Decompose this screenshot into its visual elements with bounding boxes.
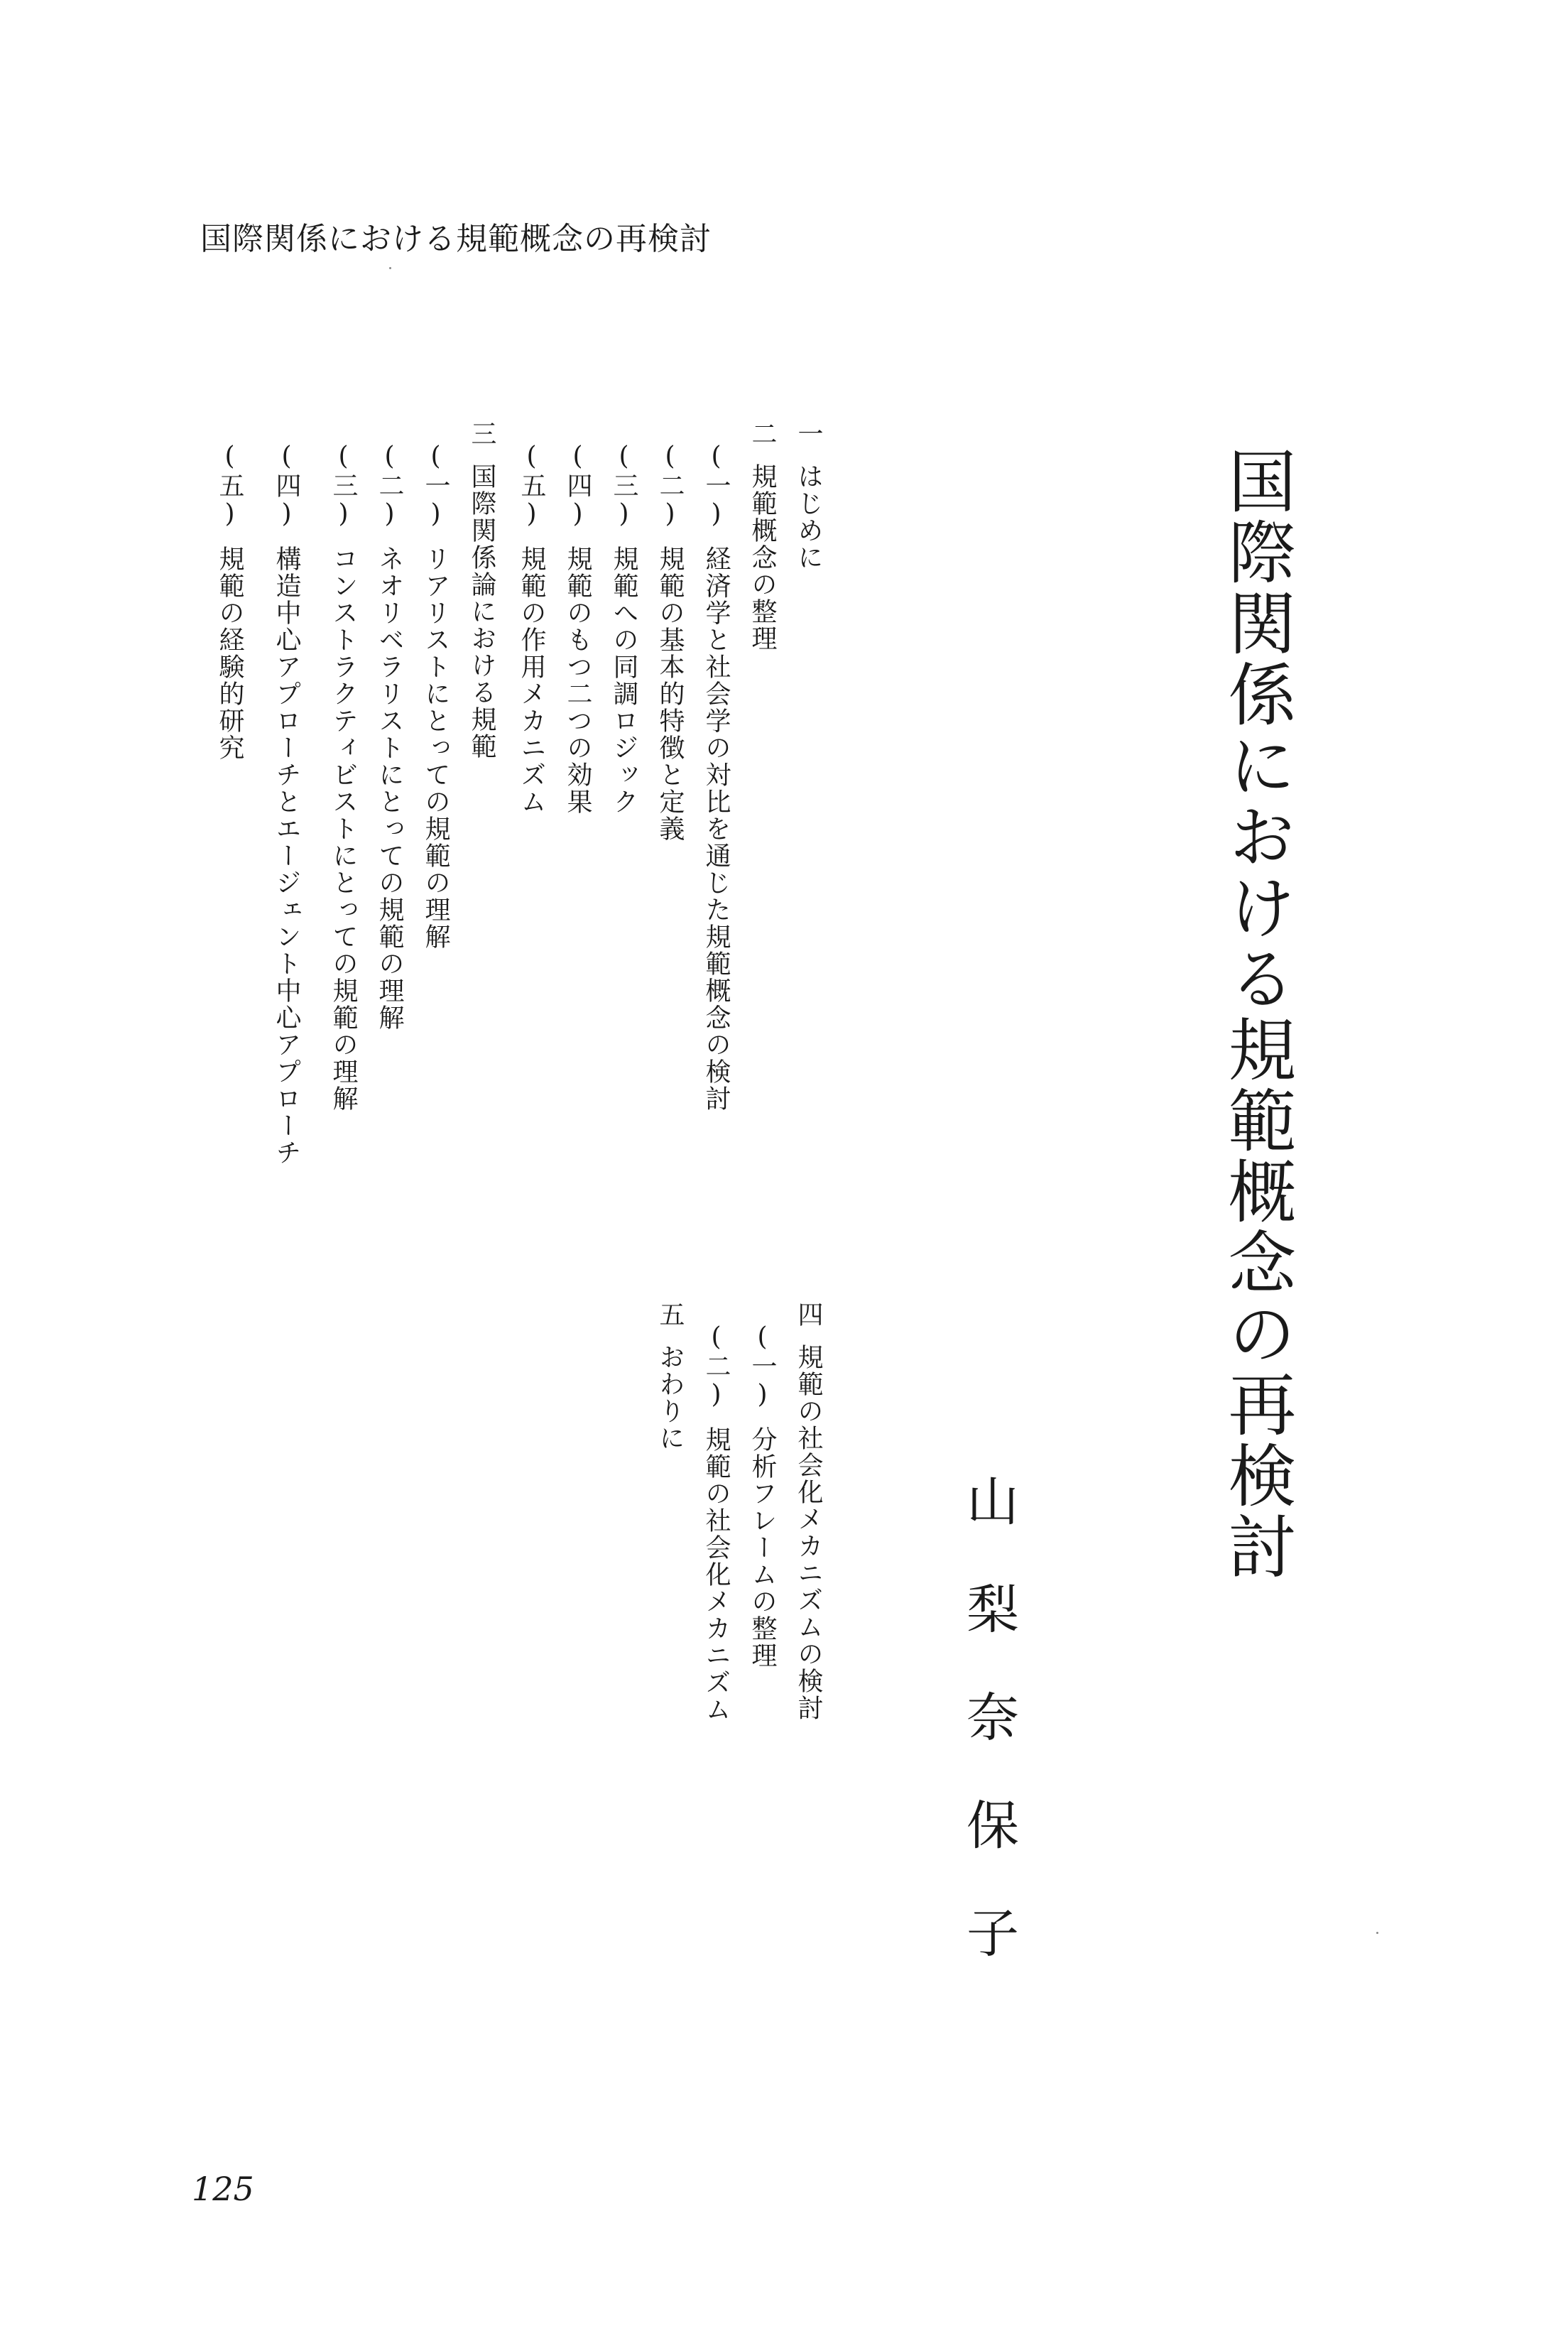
toc-entry [518, 442, 544, 815]
scan-speck [389, 267, 391, 269]
toc-entry-label: コンストラクティビストにとっての規範の理解 [329, 545, 358, 1112]
author-name: 山梨奈保子 [958, 1474, 1019, 2013]
running-head: 国際関係における規範概念の再検討 [200, 221, 712, 257]
toc-entry [795, 420, 821, 571]
scan-speck [1376, 1932, 1378, 1934]
page-number: 125 [192, 2170, 254, 2208]
toc-entry [703, 442, 729, 1112]
toc-entry-number: 一 [794, 420, 823, 447]
toc-entry-number: 四 [794, 1301, 823, 1328]
toc-entry-label: リアリストにとっての規範の理解 [421, 545, 450, 950]
toc-entry-number: 三 [467, 420, 496, 447]
toc-entry [423, 442, 448, 950]
article-title: 国際関係における規範概念の再検討 [1217, 446, 1297, 1582]
toc-entry [565, 442, 590, 815]
toc-entry-number: (二) [655, 442, 685, 530]
toc-entry-number: (一) [748, 1322, 777, 1411]
toc-entry-label: 経済学と社会学の対比を通じた規範概念の検討 [702, 545, 731, 1112]
toc-entry [611, 442, 636, 815]
toc-entry-number: (三) [609, 442, 638, 530]
toc-entry-number: (三) [329, 442, 358, 530]
toc-entry-number: (五) [215, 442, 244, 530]
toc-entry-label: おわりに [655, 1344, 685, 1452]
toc-entry-label: 国際関係論における規範 [467, 463, 496, 760]
toc-entry-number: (一) [702, 442, 731, 530]
toc-entry-number: (四) [563, 442, 592, 530]
toc-entry-label: 構造中心アプローチとエージェント中心アプローチ [272, 545, 301, 1166]
toc-entry-label: 規範の基本的特徴と定義 [655, 545, 685, 842]
toc-entry [655, 442, 685, 842]
toc-entry [655, 1301, 685, 1452]
toc-entry [273, 442, 299, 1166]
toc-entry-label: ネオリベラリストにとっての規範の理解 [375, 545, 404, 1031]
toc-entry-number: 五 [655, 1301, 685, 1328]
toc-entry-label: はじめに [794, 463, 823, 571]
toc-entry [376, 442, 402, 1031]
toc-entry-label: 規範の経験的研究 [215, 545, 244, 761]
toc-entry-number: (五) [517, 442, 546, 530]
toc-entry-number: (四) [272, 442, 301, 530]
toc-entry-label: 分析フレームの整理 [748, 1426, 777, 1669]
toc-entry-number: (二) [375, 442, 404, 530]
toc-entry-label: 規範への同調ロジック [609, 545, 638, 815]
toc-entry [469, 420, 494, 760]
toc-entry [795, 1301, 821, 1722]
toc-entry [217, 442, 242, 761]
toc-entry [330, 442, 356, 1112]
toc-entry [749, 420, 775, 652]
toc-entry-number: (二) [702, 1322, 731, 1411]
toc-entry-number: (一) [421, 442, 450, 530]
toc-entry-label: 規範のもつ二つの効果 [563, 545, 592, 815]
toc-entry-label: 規範の社会化メカニズムの検討 [794, 1344, 823, 1722]
toc-entry-number: 二 [748, 420, 777, 447]
toc-entry-label: 規範の作用メカニズム [517, 545, 546, 815]
toc-entry-label: 規範の社会化メカニズム [702, 1426, 731, 1723]
toc-entry-label: 規範概念の整理 [748, 463, 777, 652]
toc-entry [703, 1322, 729, 1723]
toc-entry [749, 1322, 775, 1669]
